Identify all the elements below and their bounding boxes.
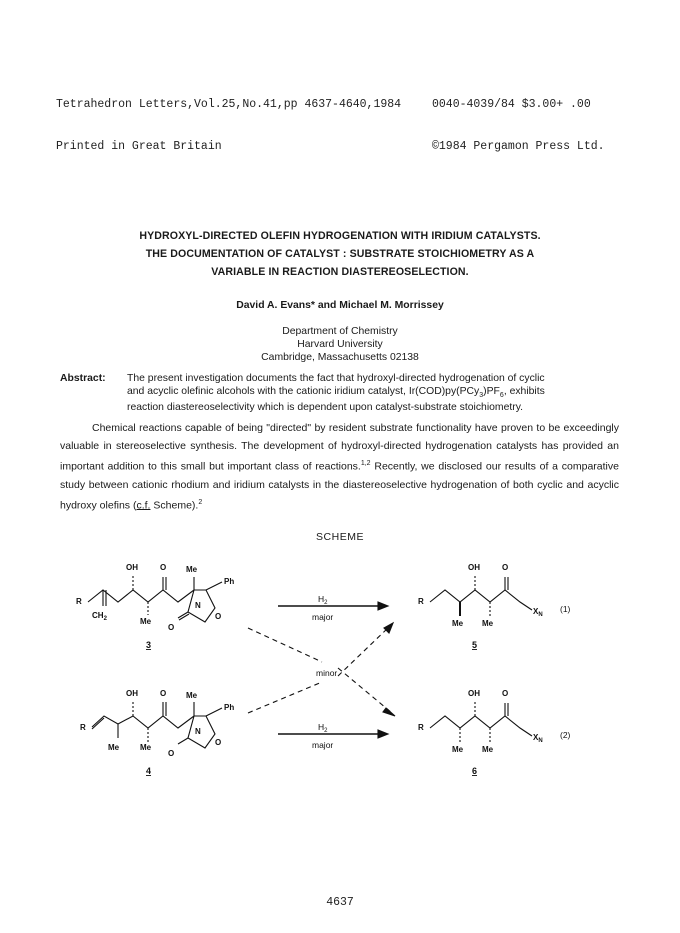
cmpd5-xn: $X_N$ <box>533 607 543 618</box>
equation-1-label: (1) <box>560 604 571 614</box>
abstract-line-3: reaction diastereoselectivity which is dependent upon catalyst-substrate stoichiometry. <box>127 402 524 414</box>
equation-2-label: (2) <box>560 730 571 740</box>
major-label-2: major <box>312 740 334 750</box>
cmpd6-r: R <box>418 723 424 732</box>
abstract-text <box>127 373 622 415</box>
cmpd6-chain <box>430 716 532 736</box>
cmpd5-me-2: Me <box>482 619 494 628</box>
page-number: 4637 <box>326 896 354 909</box>
cmpd4-me-2: Me <box>140 743 152 752</box>
compound-4-label: 4 <box>146 766 152 776</box>
cmpd3-r: R <box>76 597 82 606</box>
compound-6-label: 6 <box>472 766 478 776</box>
compound-5-label: 5 <box>472 640 478 650</box>
abstract-line-1: The present investigation documents the fact that hydroxyl-directed hydrogenation of cyclic <box>127 373 545 384</box>
cmpd3-n: N <box>195 601 201 610</box>
cmpd6-oh: OH <box>468 689 480 698</box>
cmpd4-chain <box>92 716 194 728</box>
cmpd3-ch2: $CH_2$ <box>92 611 107 622</box>
cmpd6-me-1: Me <box>452 745 464 754</box>
title-line-1: HYDROXYL-DIRECTED OLEFIN HYDROGENATION WITH IRIDIUM CATALYSTS. <box>139 230 541 242</box>
title-line-2: THE DOCUMENTATION OF CATALYST : SUBSTRATE STOICHIOMETRY AS A <box>145 248 535 260</box>
cmpd3-chain <box>88 590 194 602</box>
scheme-heading: SCHEME <box>316 531 364 543</box>
cmpd4-n: N <box>195 727 201 736</box>
affiliation <box>40 325 640 364</box>
journal-citation <box>56 70 401 168</box>
intro-paragraph: Chemical reactions capable of being "directed" by resident substrate functionality have proven to be exceedingly valuable in stereoselective synthesis. The development of hydroxyl-directed hydrogenation catalysts has provided an important addition to this small but important class of reactions.$^{1,2}$ Recently, we disclosed our results of a comparative study between cationic rhodium and iridium catalysts in the diastereoselective hydrogenation of both cyclic and acyclic hydroxy olefins (c.f. Scheme).$^2$ <box>60 422 619 511</box>
department: Department of Chemistry <box>282 326 398 337</box>
cmpd4-o: O <box>160 689 167 698</box>
city: Cambridge, Massachusetts 02138 <box>261 352 419 363</box>
h2-label-2: $H_2$ <box>318 722 328 734</box>
cmpd4-ph: Ph <box>224 703 235 712</box>
cmpd5-me-1: Me <box>452 619 464 628</box>
abstract-label: Abstract: <box>60 373 106 384</box>
cmpd3-oh: OH <box>126 563 138 572</box>
article-title <box>40 227 640 281</box>
cmpd4-o-ring: O <box>215 738 222 747</box>
cmpd4-oh: OH <box>126 689 138 698</box>
cmpd5-r: R <box>418 597 424 606</box>
citation-line: Tetrahedron Letters,Vol.25,No.41,pp 4637-4640,1984 <box>56 98 402 111</box>
cmpd6-o: O <box>502 689 509 698</box>
cmpd4-me-1: Me <box>108 743 120 752</box>
cmpd3-me-top: Me <box>186 565 198 574</box>
copyright-block <box>432 70 605 168</box>
copyright-line: ©1984 Pergamon Press Ltd. <box>432 140 605 153</box>
authors: David A. Evans* and Michael M. Morrissey <box>236 300 444 311</box>
cmpd5-o: O <box>502 563 509 572</box>
reaction-scheme <box>0 550 680 790</box>
cmpd5-chain <box>430 590 532 610</box>
cmpd3-me: Me <box>140 617 152 626</box>
minor-label: minor <box>316 668 338 678</box>
issn-line: 0040-4039/84 $3.00+ .00 <box>432 98 591 111</box>
university: Harvard University <box>297 339 383 350</box>
title-line-3: VARIABLE IN REACTION DIASTEREOSELECTION. <box>211 266 469 278</box>
major-label-1: major <box>312 612 334 622</box>
cmpd5-oh: OH <box>468 563 480 572</box>
cmpd4-me-top: Me <box>186 691 198 700</box>
cmpd3-ph: Ph <box>224 577 235 586</box>
abstract-line-2: and acyclic olefinic alcohols with the cationic iridium catalyst, $Ir(COD)py(PCy_3)PF_6$, exhibits <box>127 385 545 399</box>
cmpd3-o: O <box>160 563 167 572</box>
compound-3-label: 3 <box>146 640 152 650</box>
cmpd3-o-ring: O <box>215 612 222 621</box>
cmpd4-o-carbonyl: O <box>168 749 175 758</box>
cmpd4-r: R <box>80 723 86 732</box>
printed-line: Printed in Great Britain <box>56 140 222 153</box>
cmpd6-xn: $X_N$ <box>533 733 543 744</box>
cmpd3-o-carbonyl: O <box>168 623 175 632</box>
cmpd6-me-2: Me <box>482 745 494 754</box>
h2-label-1: $H_2$ <box>318 594 328 606</box>
